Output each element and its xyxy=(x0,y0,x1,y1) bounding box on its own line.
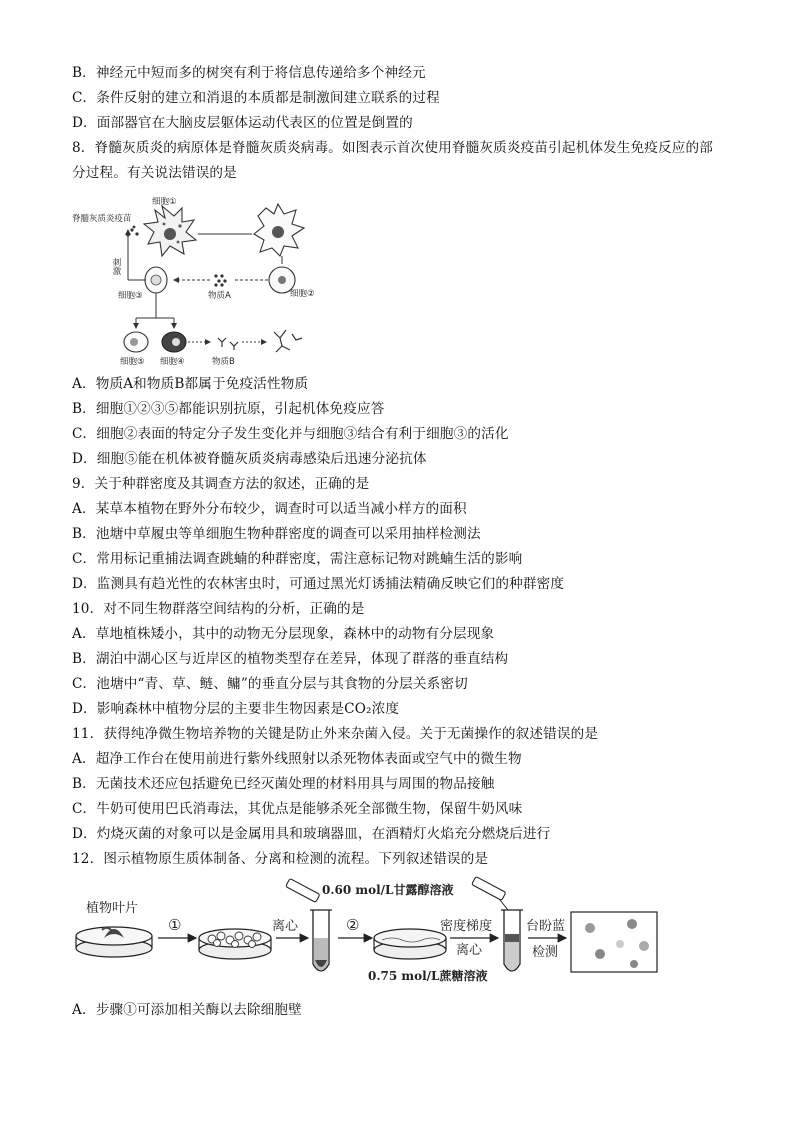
q10-option-d: D．影响森林中植物分层的主要非生物因素是CO₂浓度 xyxy=(72,701,400,717)
cell-3-label: 细胞③ xyxy=(118,291,143,301)
cell-1-dendritic xyxy=(144,206,196,256)
q9-stem: 9．关于种群密度及其调查方法的叙述，正确的是 xyxy=(72,476,370,492)
q11-option-d: D．灼烧灭菌的对象可以是金属用具和玻璃器皿，在酒精灯火焰充分燃烧后进行 xyxy=(72,826,551,842)
q10-option-b: B．湖泊中湖心区与近岸区的植物类型存在差异，体现了群落的垂直结构 xyxy=(72,651,509,667)
gradient-label: 密度梯度 xyxy=(440,919,493,934)
protoplast-dish xyxy=(199,929,271,959)
pipette-left xyxy=(286,878,320,902)
virus-antibody-complex xyxy=(274,330,302,352)
substance-b-particles xyxy=(218,338,238,350)
substance-a-label: 物质A xyxy=(208,291,231,301)
cell-upper-right xyxy=(254,204,304,256)
q11-option-c: C．牛奶可使用巴氏消毒法，其优点是能够杀死全部微生物，保留牛奶风味 xyxy=(72,801,523,817)
trypan-blue-label: 台盼蓝 xyxy=(526,919,566,934)
resuspension-dish xyxy=(374,929,446,959)
q10-stem: 10．对不同生物群落空间结构的分析，正确的是 xyxy=(72,601,365,617)
q9-option-d: D．监测具有趋光性的农林害虫时，可通过黑光灯诱捕法精确反映它们的种群密度 xyxy=(72,576,565,592)
q9-option-c: C．常用标记重捕法调查跳蝻的种群密度，需注意标记物对跳蝻生活的影响 xyxy=(72,551,523,567)
q8-stem-line2: 分过程。有关说法错误的是 xyxy=(72,165,237,181)
leaf-petri-dish xyxy=(76,927,152,957)
leaf-label: 植物叶片 xyxy=(86,901,139,916)
stimulus-label: 刺激 xyxy=(111,258,121,275)
protoplast-workflow-figure xyxy=(72,880,672,990)
q7-option-c: C．条件反射的建立和消退的本质都是制激间建立联系的过程 xyxy=(72,90,440,106)
substance-b-label: 物质B xyxy=(212,357,235,367)
cell-4-label: 细胞④ xyxy=(160,357,185,367)
q8-option-a: A．物质A和物质B都属于免疫活性物质 xyxy=(72,376,309,392)
cell-3 xyxy=(145,267,167,293)
q8-stem-line1: 8．脊髓灰质炎的病原体是脊髓灰质炎病毒。如图表示首次使用脊髓灰质炎疫苗引起机体发生免疫反应的部 xyxy=(72,140,714,156)
q9-option-a: A．某草本植物在野外分布较少，调查时可以适当减小样方的面积 xyxy=(72,501,467,517)
q10-option-c: C．池塘中“青、草、鲢、鳙”的垂直分层与其食物的分层关系密切 xyxy=(72,676,468,692)
pipette-right xyxy=(472,876,508,910)
cell-5-label: 细胞⑤ xyxy=(120,357,145,367)
q8-option-b: B．细胞①②③⑤都能识别抗原，引起机体免疫应答 xyxy=(72,401,385,417)
substance-a-particles xyxy=(214,274,226,286)
immune-response-figure xyxy=(70,192,315,367)
q7-option-b: B．神经元中短而多的树突有利于将信息传递给多个神经元 xyxy=(72,65,426,81)
centrifuge-tube-2 xyxy=(501,910,523,971)
cell-2-label: 细胞② xyxy=(290,289,315,299)
q8-option-c: C．细胞②表面的特定分子发生变化并与细胞③结合有利于细胞③的活化 xyxy=(72,426,509,442)
q12-stem: 12．图示植物原生质体制备、分离和检测的流程。下列叙述错误的是 xyxy=(72,851,489,867)
q10-option-a: A．草地植株矮小，其中的动物无分层现象，森林中的动物有分层现象 xyxy=(72,626,495,642)
q11-option-b: B．无菌技术还应包括避免已经灭菌处理的材料用具与周围的物品接触 xyxy=(72,776,495,792)
centrifuge-2-label: 离心 xyxy=(456,943,483,958)
step-2-label: ② xyxy=(346,916,360,934)
q8-option-d: D．细胞⑤能在机体被脊髓灰质炎病毒感染后迅速分泌抗体 xyxy=(72,451,427,467)
centrifuge-label: 离心 xyxy=(272,919,299,934)
cell-5 xyxy=(124,332,148,352)
step-1-label: ① xyxy=(168,916,182,934)
q7-option-d: D．面部器官在大脑皮层躯体运动代表区的位置是倒置的 xyxy=(72,115,413,131)
q9-option-b: B．池塘中草履虫等单细胞生物种群密度的调查可以采用抽样检测法 xyxy=(72,526,481,542)
q12-option-a: A．步骤①可添加相关酶以去除细胞壁 xyxy=(72,1002,302,1018)
cell-1-label: 细胞① xyxy=(152,197,177,207)
centrifuge-tube-1 xyxy=(310,910,332,971)
vaccine-label: 脊髓灰质炎疫苗 xyxy=(72,214,132,224)
q11-option-a: A．超净工作台在使用前进行紫外线照射以杀死物体表面或空气中的微生物 xyxy=(72,751,522,767)
sucrose-label: 0.75 mol/L蔗糖溶液 xyxy=(368,969,488,983)
detection-label: 检测 xyxy=(532,945,559,960)
cell-4 xyxy=(162,332,186,352)
microscope-field xyxy=(571,912,657,972)
q11-stem: 11．获得纯净微生物培养物的关键是防止外来杂菌入侵。关于无菌操作的叙述错误的是 xyxy=(72,726,599,742)
mannitol-label: 0.60 mol/L甘露醇溶液 xyxy=(322,883,454,897)
